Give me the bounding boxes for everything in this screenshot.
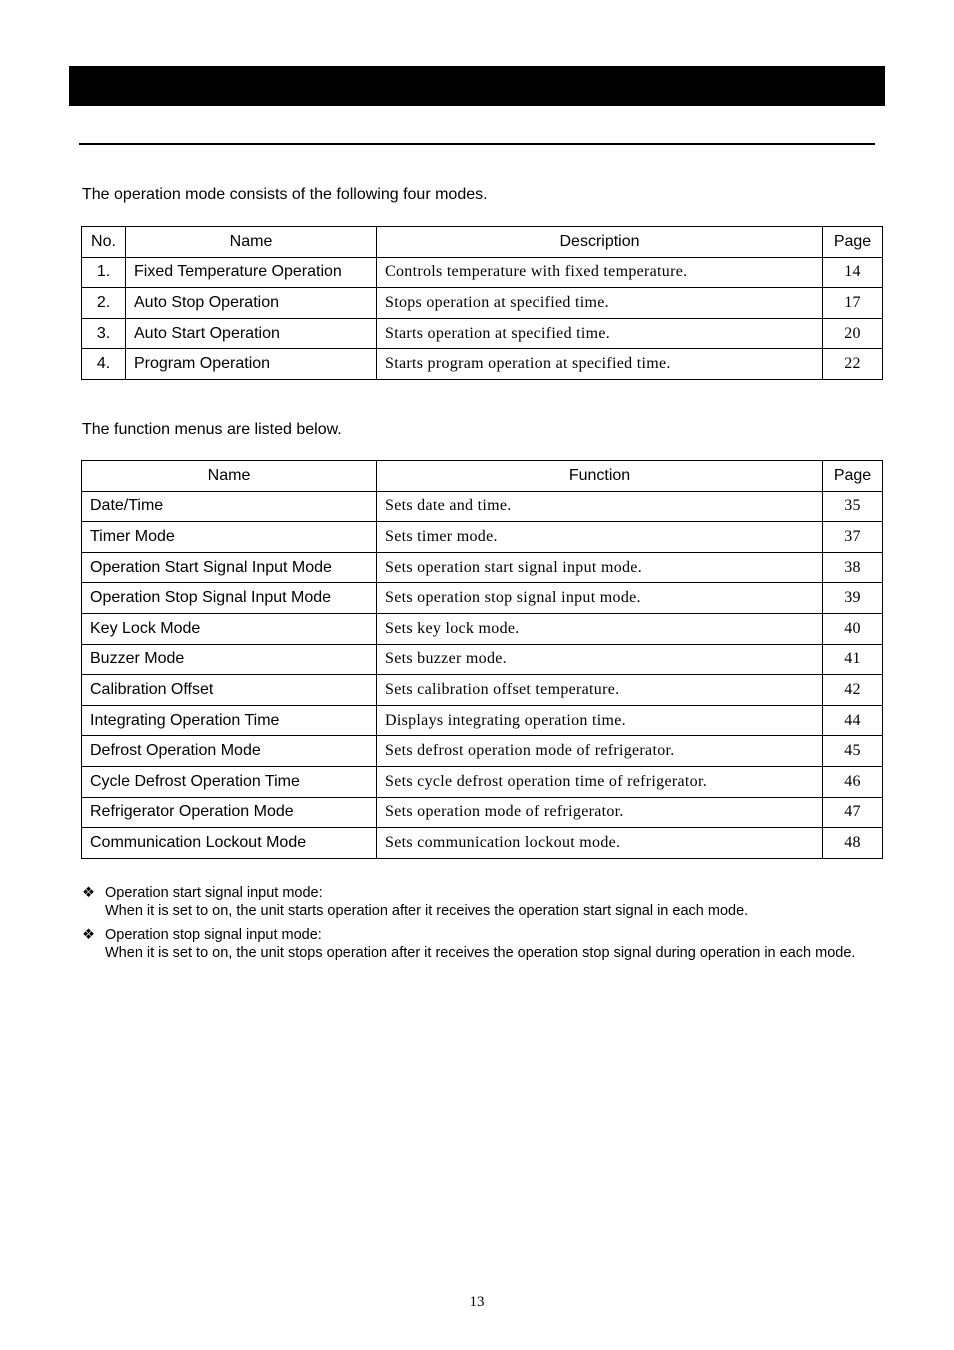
table-row: [82, 288, 883, 319]
function-description: Displays integrating operation time.: [377, 705, 823, 736]
table-row: [82, 705, 883, 736]
table-row: [82, 797, 883, 828]
function-page: 40: [823, 613, 883, 644]
mode-description: Controls temperature with fixed temperature.: [377, 257, 823, 288]
function-page: 47: [823, 797, 883, 828]
function-description: Sets cycle defrost operation time of refrigerator.: [377, 766, 823, 797]
modes-intro: The operation mode consists of the following four modes.: [82, 186, 488, 203]
mode-page: 20: [823, 318, 883, 349]
mode-number: 4.: [82, 349, 126, 380]
function-description: Sets buzzer mode.: [377, 644, 823, 675]
function-page: 39: [823, 583, 883, 614]
note-body: When it is set to on, the unit stops operation after it receives the operation stop signal during operation in each mode.: [105, 945, 856, 961]
mode-name: Auto Start Operation: [126, 318, 377, 349]
page-number: 13: [469, 1294, 485, 1310]
function-page: 41: [823, 644, 883, 675]
diamond-bullet-icon: ❖: [82, 885, 95, 901]
table-header-row: [82, 227, 883, 258]
section-header-bar: [69, 66, 885, 106]
function-name: Integrating Operation Time: [82, 705, 377, 736]
function-description: Sets communication lockout mode.: [377, 828, 823, 859]
function-description: Sets operation mode of refrigerator.: [377, 797, 823, 828]
table-row: [82, 318, 883, 349]
table-row: [82, 257, 883, 288]
function-page: 37: [823, 522, 883, 553]
function-name: Operation Start Signal Input Mode: [82, 552, 377, 583]
header-page: Page: [823, 227, 883, 258]
function-name: Calibration Offset: [82, 675, 377, 706]
function-description: Sets key lock mode.: [377, 613, 823, 644]
function-name: Refrigerator Operation Mode: [82, 797, 377, 828]
header-description: Description: [377, 227, 823, 258]
note-item: [82, 926, 872, 962]
table-row: [82, 583, 883, 614]
table-row: [82, 552, 883, 583]
operation-modes-table: [81, 226, 883, 380]
header-name: Name: [82, 461, 377, 492]
table-row: [82, 644, 883, 675]
table-row: [82, 349, 883, 380]
function-name: Timer Mode: [82, 522, 377, 553]
mode-description: Starts operation at specified time.: [377, 318, 823, 349]
function-menus-table: [81, 460, 883, 859]
table-row: [82, 522, 883, 553]
table-row: [82, 675, 883, 706]
function-name: Key Lock Mode: [82, 613, 377, 644]
mode-page: 22: [823, 349, 883, 380]
function-name: Date/Time: [82, 491, 377, 522]
function-page: 45: [823, 736, 883, 767]
function-page: 46: [823, 766, 883, 797]
mode-number: 3.: [82, 318, 126, 349]
mode-page: 17: [823, 288, 883, 319]
mode-name: Program Operation: [126, 349, 377, 380]
table-header-row: [82, 461, 883, 492]
table-row: [82, 828, 883, 859]
function-page: 44: [823, 705, 883, 736]
note-body: When it is set to on, the unit starts operation after it receives the operation start signal in each mode.: [105, 903, 749, 919]
header-no: No.: [82, 227, 126, 258]
function-page: 48: [823, 828, 883, 859]
header-function: Function: [377, 461, 823, 492]
mode-number: 2.: [82, 288, 126, 319]
functions-intro: The function menus are listed below.: [82, 421, 342, 438]
table-row: [82, 491, 883, 522]
mode-description: Starts program operation at specified time.: [377, 349, 823, 380]
function-name: Communication Lockout Mode: [82, 828, 377, 859]
function-name: Cycle Defrost Operation Time: [82, 766, 377, 797]
function-description: Sets operation stop signal input mode.: [377, 583, 823, 614]
section-divider: [79, 143, 875, 145]
function-description: Sets operation start signal input mode.: [377, 552, 823, 583]
function-page: 42: [823, 675, 883, 706]
table-row: [82, 766, 883, 797]
function-description: Sets calibration offset temperature.: [377, 675, 823, 706]
table-row: [82, 736, 883, 767]
header-page: Page: [823, 461, 883, 492]
function-description: Sets timer mode.: [377, 522, 823, 553]
function-description: Sets date and time.: [377, 491, 823, 522]
function-page: 35: [823, 491, 883, 522]
mode-name: Auto Stop Operation: [126, 288, 377, 319]
table-row: [82, 613, 883, 644]
function-description: Sets defrost operation mode of refrigerator.: [377, 736, 823, 767]
notes-section: [82, 884, 872, 968]
note-item: [82, 884, 872, 920]
mode-number: 1.: [82, 257, 126, 288]
diamond-bullet-icon: ❖: [82, 927, 95, 943]
function-name: Buzzer Mode: [82, 644, 377, 675]
mode-name: Fixed Temperature Operation: [126, 257, 377, 288]
function-name: Operation Stop Signal Input Mode: [82, 583, 377, 614]
note-title: Operation stop signal input mode:: [105, 927, 322, 943]
function-name: Defrost Operation Mode: [82, 736, 377, 767]
mode-page: 14: [823, 257, 883, 288]
header-name: Name: [126, 227, 377, 258]
note-title: Operation start signal input mode:: [105, 885, 323, 901]
mode-description: Stops operation at specified time.: [377, 288, 823, 319]
function-page: 38: [823, 552, 883, 583]
